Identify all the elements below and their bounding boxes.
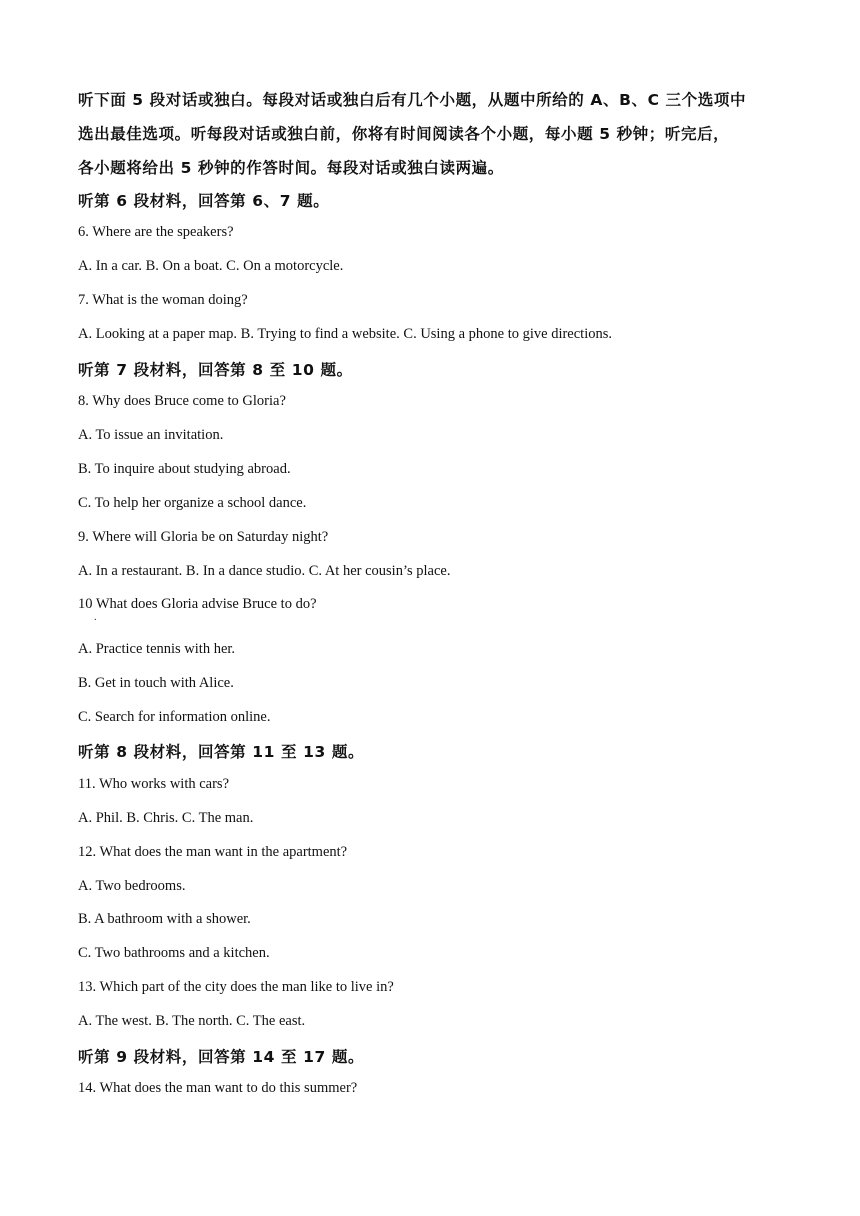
option-12c: C. Two bathrooms and a kitchen. (78, 945, 270, 961)
question-8: 8. Why does Bruce come to Gloria? (78, 393, 286, 409)
option-10b: B. Get in touch with Alice. (78, 675, 234, 691)
options-11: A. Phil. B. Chris. C. The man. (78, 810, 254, 826)
question-9: 9. Where will Gloria be on Saturday night? (78, 529, 329, 545)
question-11: 11. Who works with cars? (78, 776, 230, 792)
options-9: A. In a restaurant. B. In a dance studio. C. At her cousin’s place. (78, 563, 451, 579)
option-10a: A. Practice tennis with her. (78, 641, 236, 657)
options-6: A. In a car. B. On a boat. C. On a motorcycle. (78, 258, 344, 274)
option-8b: B. To inquire about studying abroad. (78, 461, 291, 477)
options-13: A. The west. B. The north. C. The east. (78, 1013, 306, 1029)
section-heading-9: 听第 9 段材料，回答第 14 至 17 题。 (78, 1048, 365, 1066)
section-heading-7: 听第 7 段材料，回答第 8 至 10 题。 (78, 361, 353, 379)
options-7: A. Looking at a paper map. B. Trying to find a website. C. Using a phone to give directions. (78, 326, 613, 342)
option-10c: C. Search for information online. (78, 709, 271, 725)
section-heading-8: 听第 8 段材料，回答第 11 至 13 题。 (78, 743, 365, 761)
question-14: 14. What does the man want to do this summer? (78, 1080, 358, 1096)
question-12: 12. What does the man want in the apartment? (78, 844, 348, 860)
option-8a: A. To issue an invitation. (78, 427, 224, 443)
option-8c: C. To help her organize a school dance. (78, 495, 307, 511)
instructions-line-3: 各小题将给出 5 秒钟的作答时间。每段对话或独白读两遍。 (78, 159, 504, 177)
option-12b: B. A bathroom with a shower. (78, 911, 251, 927)
question-6: 6. Where are the speakers? (78, 224, 234, 240)
instructions-line-2: 选出最佳选项。听每段对话或独白前，你将有时间阅读各个小题，每小题 5 秒钟；听完后， (78, 125, 730, 143)
question-10: 10 What does Gloria advise Bruce to do? (78, 596, 317, 612)
option-12a: A. Two bedrooms. (78, 878, 186, 894)
stray-dot: . (94, 612, 97, 623)
question-13: 13. Which part of the city does the man like to live in? (78, 979, 394, 995)
instructions-line-1: 听下面 5 段对话或独白。每段对话或独白后有几个小题，从题中所给的 A、B、C 三个选项中 (78, 91, 747, 109)
question-7: 7. What is the woman doing? (78, 292, 248, 308)
section-heading-6: 听第 6 段材料，回答第 6、7 题。 (78, 192, 330, 210)
